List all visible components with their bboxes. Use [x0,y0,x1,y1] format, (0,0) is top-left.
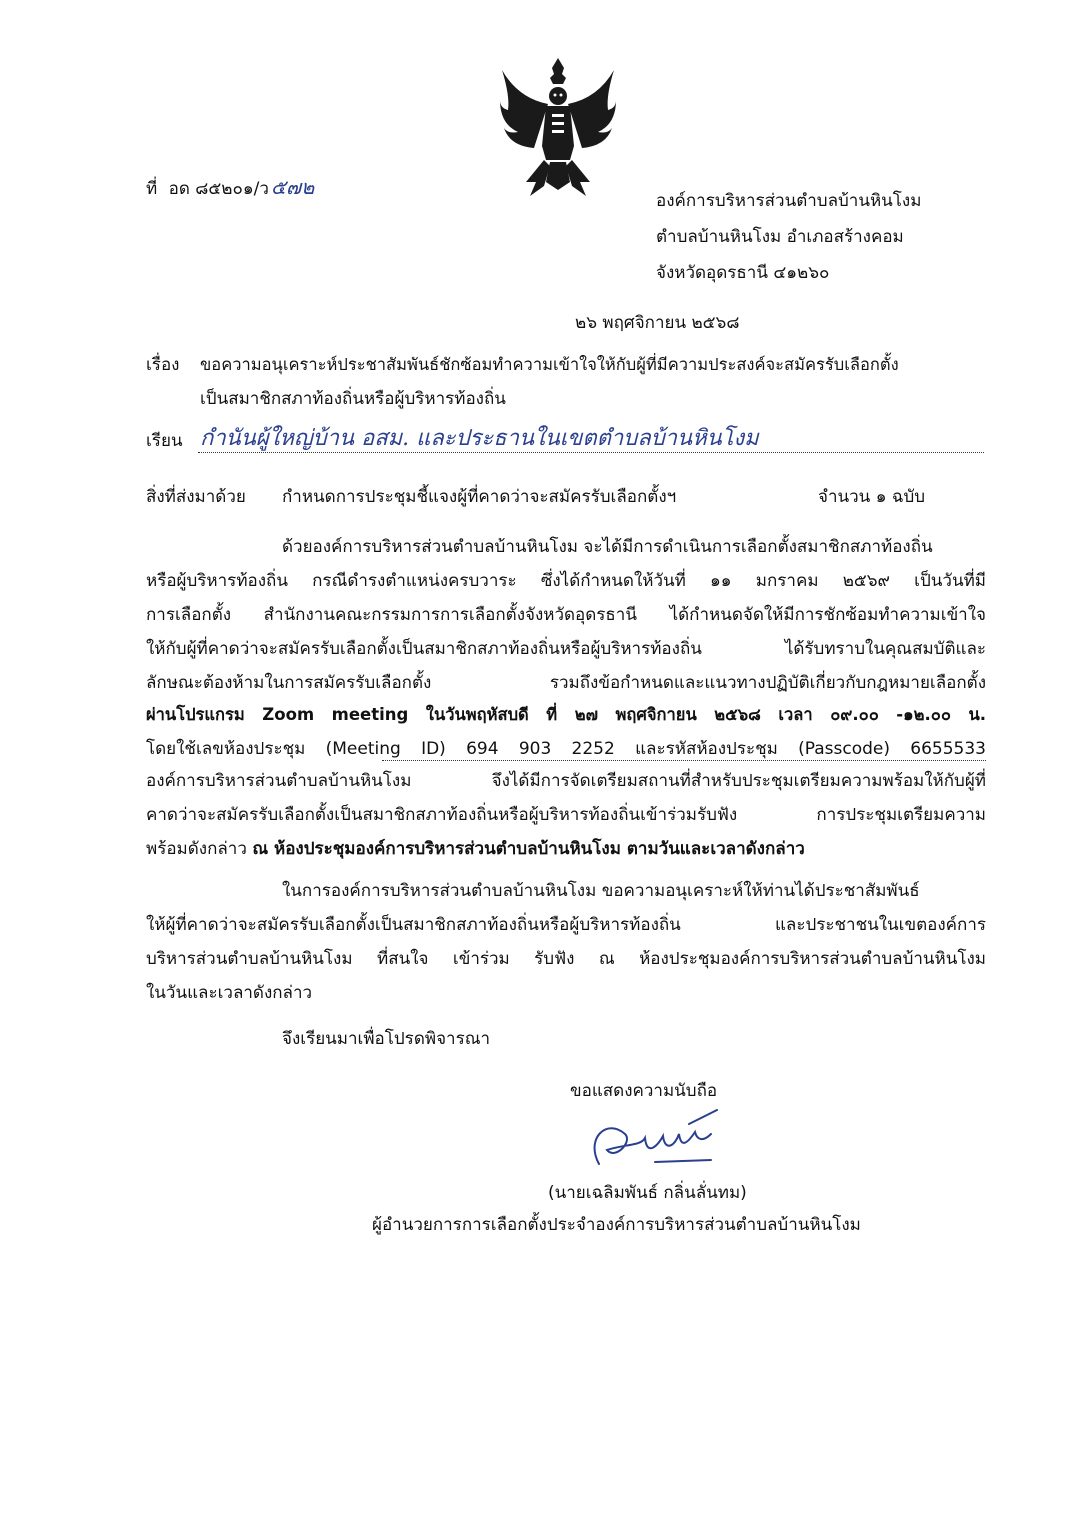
para1-line9: คาดว่าจะสมัครรับเลือกตั้งเป็นสมาชิกสภาท้องถิ่นหรือผู้บริหารท้องถิ่นเข้าร่วมรับฟัง การประชุมเตรียมความ [146,805,986,825]
meeting-underline [382,760,986,761]
ref-number: อด ๘๕๒๐๑/ว [168,179,269,199]
letter-date: ๒๖ พฤศจิกายน ๒๕๖๘ [575,313,740,333]
para1-line8: องค์การบริหารส่วนตำบลบ้านหินโงม จึงได้มีการจัดเตรียมสถานที่สำหรับประชุมเตรียมความพร้อมให้กับผู้ที่ [146,771,986,791]
ref-handwritten: ๕๗๒ [270,175,315,199]
closing: ขอแสดงความนับถือ [570,1081,718,1101]
para2-line4: ในวันและเวลาดังกล่าว [146,983,313,1003]
signer-name: (นายเฉลิมพันธ์ กลิ่นลั่นทม) [548,1183,747,1203]
para1-last-bold: ณ ห้องประชุมองค์การบริหารส่วนตำบลบ้านหินโงม ตามวันและเวลาดังกล่าว [252,839,805,859]
signer-title: ผู้อำนวยการการเลือกตั้งประจำองค์การบริหารส่วนตำบลบ้านหินโงม [372,1215,861,1235]
signature-icon [585,1104,725,1176]
to-handwritten: กำนันผู้ใหญ่บ้าน อสม. และประธานในเขตตำบลบ้านหินโงม [200,426,759,451]
ref-label: ที่ [146,179,158,199]
para1-line4: ให้กับผู้ที่คาดว่าจะสมัครรับเลือกตั้งเป็นสมาชิกสภาท้องถิ่นหรือผู้บริหารท้องถิ่น ได้รับทราบในคุณสมบัติและ [146,639,986,659]
para1-line1: ด้วยองค์การบริหารส่วนตำบลบ้านหินโงม จะได้มีการดำเนินการเลือกตั้งสมาชิกสภาท้องถิ่น [282,537,933,557]
para1-meeting-line: โดยใช้เลขห้องประชุม (Meeting ID) 694 903 2252 และรหัสห้องประชุม (Passcode) 6655533 [146,739,986,759]
enclosure-label: สิ่งที่ส่งมาด้วย [146,487,246,507]
para2-line3: บริหารส่วนตำบลบ้านหินโงม ที่สนใจ เข้าร่วม รับฟัง ณ ห้องประชุมองค์การบริหารส่วนตำบลบ้านหินโงม [146,949,986,969]
para2-line1: ในการองค์การบริหารส่วนตำบลบ้านหินโงม ขอความอนุเคราะห์ให้ท่านได้ประชาสัมพันธ์ [282,881,920,901]
para1-last-normal: พร้อมดังกล่าว [146,839,253,859]
subject-label: เรื่อง [146,355,180,375]
enclosure-count: จำนวน ๑ ฉบับ [818,487,926,507]
subject-line1: ขอความอนุเคราะห์ประชาสัมพันธ์ชักซ้อมทำความเข้าใจให้กับผู้ที่มีความประสงค์จะสมัครรับเลือกตั้ง [200,355,899,374]
garuda-emblem-icon [498,54,618,204]
para1-line3: การเลือกตั้ง สำนักงานคณะกรรมการการเลือกตั้งจังหวัดอุดรธานี ได้กำหนดจัดให้มีการชักซ้อมทำความเข้าใจ [146,605,986,625]
closing-request: จึงเรียนมาเพื่อโปรดพิจารณา [282,1029,491,1049]
sender-line3: จังหวัดอุดรธานี ๔๑๒๖๐ [656,263,830,283]
para2-line2: ให้ผู้ที่คาดว่าจะสมัครรับเลือกตั้งเป็นสมาชิกสภาท้องถิ่นหรือผู้บริหารท้องถิ่น และประชาชนในเขตองค์การ [146,915,986,935]
to-dotted-line [198,452,984,453]
sender-line1: องค์การบริหารส่วนตำบลบ้านหินโงม [656,191,922,211]
subject-line2: เป็นสมาชิกสภาท้องถิ่นหรือผู้บริหารท้องถิ่น [200,389,506,409]
para1-bold-line: ผ่านโปรแกรม Zoom meeting ในวันพฤหัสบดี ที่ ๒๗ พฤศจิกายน ๒๕๖๘ เวลา ๐๙.๐๐ -๑๒.๐๐ น. [146,705,986,724]
to-label: เรียน [146,431,183,451]
para1-line5: ลักษณะต้องห้ามในการสมัครรับเลือกตั้ง รวมถึงข้อกำหนดและแนวทางปฏิบัติเกี่ยวกับกฎหมายเลือกตั้ง [146,673,986,693]
enclosure-text: กำหนดการประชุมชี้แจงผู้ที่คาดว่าจะสมัครรับเลือกตั้งฯ [282,487,677,507]
sender-line2: ตำบลบ้านหินโงม อำเภอสร้างคอม [656,227,904,247]
para1-line2: หรือผู้บริหารท้องถิ่น กรณีดำรงตำแหน่งครบวาระ ซึ่งได้กำหนดให้วันที่ ๑๑ มกราคม ๒๕๖๙ เป็นวันที่มี [146,571,986,591]
